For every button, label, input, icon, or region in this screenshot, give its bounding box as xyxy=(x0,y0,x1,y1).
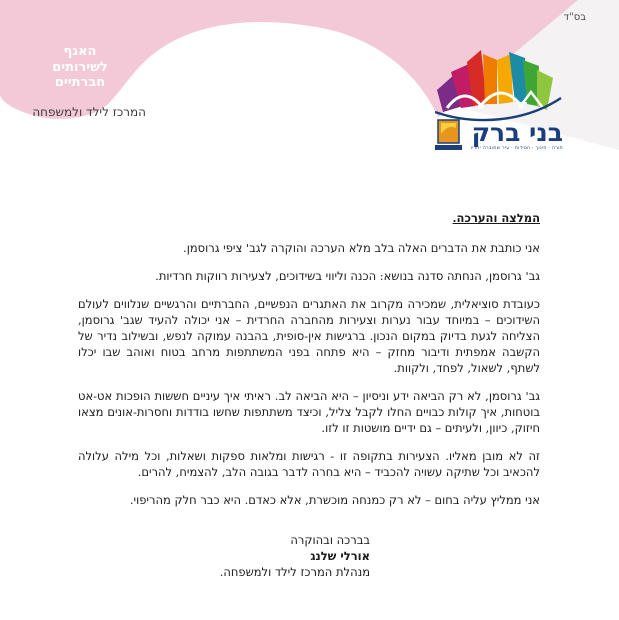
signature-block xyxy=(220,532,370,580)
emblem-banner xyxy=(435,145,462,150)
signature-role: מנהלת המרכז לילד ולמשפחה. xyxy=(219,565,370,579)
letterhead xyxy=(0,0,619,180)
center-name: המרכז לילד ולמשפחה xyxy=(32,105,146,119)
paragraph-heart: גב' גרוסמן, לא רק הביאה ידע וניסיון – היא הביאה לב. ראיתי איך עיניים חששות הופכות אט-אט בוטחות, איך קולות כבויים החלו לקבל צליל, וכיצד משתתפות שחשו בודדות וחסרות-אונים מצאו חיזוק, כיוון, ולעיתים – גם ידיים מושטות זו לזו. xyxy=(78,389,540,435)
city-tagline-text: תורה · חינוך · חסידות · עיר שחוברה יחדיו xyxy=(470,146,563,151)
bnei-brak-logo xyxy=(435,48,565,158)
paragraph-intro: אני כותבת את הדברים האלה בלב מלא הערכה והוקרה לגב' ציפי גרוסמן. xyxy=(183,241,540,255)
division-label xyxy=(40,44,120,91)
division-line: לשירותים xyxy=(52,59,108,75)
division-line: חברתיים xyxy=(54,75,106,90)
paragraph-workshop: גב' גרוסמן, הנחתה סדנה בנושא: הכנה וליווי בשידוכים, לצעירות רווקות חרדיות. xyxy=(155,269,540,283)
bnei-brak-logo-graphic xyxy=(435,48,565,158)
signature-closing: בברכה ובהוקרה xyxy=(290,533,370,547)
signature-name: אורלי שלנג xyxy=(310,549,370,563)
paragraph-social-worker: כעובדת סוציאלית, שמכירה מקרוב את האתגרים הנפשיים, החברתיים והרגשיים שנלווים לעולם השידוכים – במיוחד עבור נערות וצעירות מהחברה החרדית – אני יכולה להעיד שגב' גרוסמן, הצליחה לגעת בדיוק במקום הנכון. ברגישות אין-סופית, בהבנה עמוקה לנפש, ובשילוב נדיר של הקשבה אמפתית ודיבור מחזק – היא פתחה בפני המשתתפות מרחב בטוח ואוהב שבו יכלו לשתף, לשאול, לפחד, ולקוות. xyxy=(78,297,540,375)
paragraph-not-obvious: זה לא מובן מאליו. הצעירות בתקופה זו - רגישות ומלאות ספקות ושאלות, וכל מילה עלולה להכאיב וכל שתיקה עשויה להכביד – היא בחרה לדבר בגובה הלב, להצמיח, להרים. xyxy=(78,449,540,479)
paragraph-recommendation: אני ממליץ עליה בחום – לא רק כמנחה מוכשרת, אלא כאדם. היא כבר חלק מהריפוי. xyxy=(129,493,540,507)
city-name-text: בני ברק xyxy=(471,118,563,147)
letter-title: המלצה והערכה. xyxy=(452,211,540,225)
bsd-label: בס"ד xyxy=(563,12,586,23)
division-line: האגף xyxy=(63,44,97,59)
letter-body xyxy=(78,210,540,580)
